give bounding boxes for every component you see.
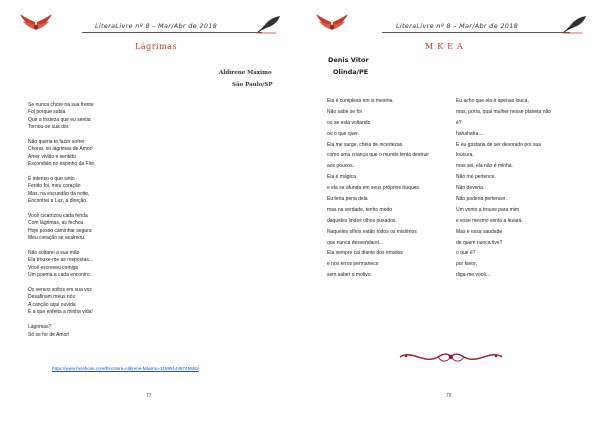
poem-line: e nos erros permanece	[327, 261, 379, 268]
poem-line: Não soltarei a sua mão	[28, 250, 80, 257]
poem-stanza	[28, 324, 95, 339]
poem-line: hahahaha....	[456, 130, 484, 137]
poem-body	[28, 102, 95, 346]
poem-line: É a que enfeita a minha vida!	[28, 309, 93, 316]
poem-line: Chorar, só lágrimas de Amor!	[28, 146, 93, 153]
poem-line: Encontrei a Luz, a direção.	[28, 198, 88, 205]
poem-line: Ela sempre cai diante dos errados	[327, 250, 403, 257]
author-facebook-link[interactable]: https://www.facebook.com/Escritora-Aldirene-Máximo-316951448745860/	[52, 366, 199, 371]
poem-line: Ela me surge, cheia de incertezas	[327, 141, 403, 148]
poem-line: A canção aqui ouvida	[28, 301, 76, 308]
poem-stanza	[28, 176, 95, 206]
poem-line: Você cicatrizou cada ferida	[28, 213, 88, 220]
poem-line: daqueles lindos olhos puxados.	[327, 217, 397, 224]
poem-line: Se nunca chore na sua frente	[28, 102, 94, 108]
right-page	[300, 0, 600, 424]
poem-line: Ela é mágica	[327, 174, 356, 181]
poem-line: sem saber o motivo.	[327, 272, 373, 279]
poem-line: Ela trouxe-me as respostas...	[28, 257, 94, 264]
poem-line: ou se está voltando	[327, 119, 371, 126]
poem-stanza	[28, 250, 95, 280]
poem-column-left	[327, 96, 429, 281]
poem-line: Um poema a cada encontro.	[28, 272, 92, 279]
page-number: 78	[446, 393, 452, 399]
header-text: LiteraLivre nº 8 – Mar/Abr de 2018	[396, 22, 519, 30]
poem-line: diga-me você...	[456, 272, 491, 279]
header-rule	[82, 32, 262, 33]
page-header	[0, 8, 300, 34]
poem-line: Com lágrimas, as fechou	[28, 220, 84, 227]
poem-stanza	[28, 213, 95, 243]
poem-title: MKEA	[425, 42, 467, 51]
poem-line: Não poderia pertencer.	[456, 196, 507, 203]
poem-line: Não deveria.	[456, 185, 485, 192]
poem-line: Amor vivido e sentido	[28, 153, 76, 160]
poem-stanza	[28, 287, 95, 317]
author-city: São Paulo/SP	[232, 82, 273, 88]
poem-title: Lágrimas	[135, 42, 178, 51]
poem-line: que nunca desvendarei...	[327, 239, 384, 246]
poem-line: o que é?	[456, 250, 476, 257]
poem-line: Eu teria pena dela	[327, 196, 368, 203]
poem-line: Hoje posso caminhar segura	[28, 227, 92, 234]
poem-line: mas sei, ela não é minha.	[456, 163, 513, 170]
header-rule	[382, 32, 570, 33]
page-header	[300, 8, 600, 34]
poem-line: Ela é complexa em si mesma.	[327, 98, 394, 104]
quill-pen-icon	[256, 14, 282, 34]
wings-logo-icon	[18, 12, 54, 34]
poem-line: é?	[456, 119, 462, 126]
author-name: Denis Vitor	[328, 56, 369, 64]
poem-line: Naqueles olhos estão todos os mistérios	[327, 228, 417, 235]
poem-line: Não sabe se foi	[327, 108, 362, 115]
poem-line: Lágrimas?	[28, 324, 52, 331]
flourish-ornament-icon	[398, 347, 504, 367]
poem-line: mas, porra, qual mulher nesse planeta não	[456, 108, 552, 115]
poem-line: Não me pertence.	[456, 174, 496, 181]
poem-stanza	[28, 102, 95, 132]
poem-stanza	[28, 139, 95, 169]
poem-line: Que a tristeza que eu sentia	[28, 116, 91, 123]
poem-line: como uma criança que o mundo tenta destruir	[327, 152, 429, 159]
poem-line: aos poucos.	[327, 163, 354, 170]
poem-line: Mas e essa saudade	[456, 228, 503, 235]
poem-line: e ela se afunda em seus próprios truques.	[327, 185, 421, 192]
poem-line: É intenso o que sinto	[28, 176, 75, 183]
quill-pen-icon	[562, 14, 588, 34]
poem-line: Foi porque sabia	[28, 109, 66, 116]
poem-line: e esse mesmo vento a levará.	[456, 217, 523, 224]
poem-line: Não queria te fazer sofrer	[28, 139, 85, 146]
wings-logo-icon	[314, 12, 350, 34]
page-number: 77	[146, 393, 152, 399]
header-text: LiteraLivre nº 8 – Mar/Abr de 2018	[95, 22, 218, 30]
poem-line: Tornou-se sua dor.	[28, 124, 70, 131]
poem-line: Um vento a trouxe para mim	[456, 206, 520, 213]
poem-line: ou o que quer.	[327, 130, 359, 137]
author-name: Aldirene Máximo	[219, 70, 272, 76]
poem-line: Eu acho que ela é apenas louca,	[456, 98, 529, 104]
poem-line: Você escreveu comigo	[28, 264, 79, 271]
poem-line: Desafinam meus nós	[28, 294, 75, 301]
poem-line: E eu gostaria de ser devorado por sua	[456, 141, 542, 148]
author-city: Olinda/PE	[333, 68, 369, 76]
poem-line: Mas, na escuridão da noite,	[28, 190, 90, 197]
poem-line: loucura,	[456, 152, 474, 159]
poem-line: por favor,	[456, 261, 477, 268]
poem-line: mas na verdade, tenho medo	[327, 206, 393, 213]
poem-line: Escondido no espinho da Flor.	[28, 161, 96, 168]
poem-line: Meu coração se acalmou.	[28, 235, 86, 242]
poem-line: Só se for de Amor!	[28, 331, 70, 338]
poem-line: Ferido foi, meu coração	[28, 183, 81, 190]
poem-line: Os versos soltos em sua voz	[28, 287, 92, 294]
poem-line: de quem nunca tive?	[456, 239, 503, 246]
poem-column-right	[456, 96, 551, 281]
